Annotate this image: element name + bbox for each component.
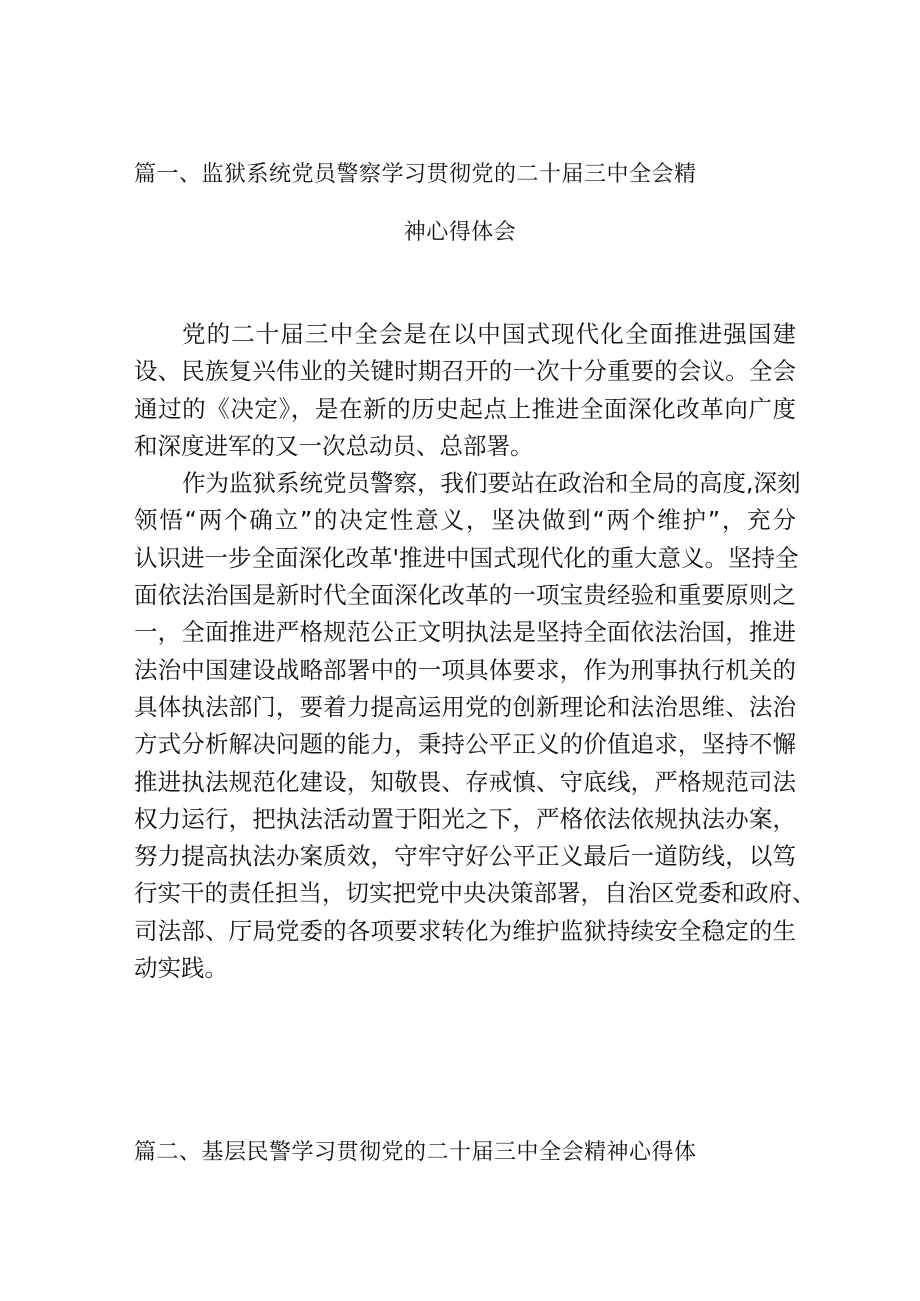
text-line: 行实干的责任担当，切实把党中央决策部署，自治区党委和政府、	[134, 879, 816, 908]
text-line: 一，全面推进严格规范公正文明执法是坚持全面依法治国，推进	[134, 618, 796, 647]
text-line: 司法部、厅局党委的各项要求转化为维护监狱持续安全稳定的生	[134, 916, 796, 945]
paragraph-2	[134, 465, 816, 987]
text-line: 具体执法部门，要着力提高运用党的创新理论和法治思维、法治	[134, 692, 796, 721]
section1-title-line1: 篇一、监狱系统党员警察学习贯彻党的二十届三中全会精	[134, 162, 697, 187]
text-line: 权力运行，把执法活动置于阳光之下，严格依法依规执法办案，	[134, 804, 796, 833]
text-line: 面依法治国是新时代全面深化改革的一项宝贵经验和重要原则之	[134, 581, 796, 610]
text-line: 通过的《决定》，是在新的历史起点上推进全面深化改革向广度	[134, 394, 796, 423]
text-line: 党的二十届三中全会是在以中国式现代化全面推进强国建	[182, 320, 796, 348]
text-line: 努力提高执法办案质效，守牢守好公平正义最后一道防线，以笃	[134, 842, 796, 871]
section1-title-line2: 神心得体会	[403, 220, 517, 245]
text-line: 法治中国建设战略部署中的一项具体要求，作为刑事执行机关的	[134, 655, 796, 684]
text-line: 推进执法规范化建设，知敬畏、存戒慎、守底线，严格规范司法	[134, 767, 796, 796]
section2-title: 篇二、基层民警学习贯彻党的二十届三中全会精神心得体	[134, 1140, 697, 1165]
text-line: 领悟“两个确立”的决定性意义，坚决做到“两个维护”，充分	[134, 506, 796, 535]
paragraph-1	[134, 316, 796, 465]
text-line: 和深度进军的又一次总动员、总部署。	[134, 431, 534, 460]
text-line: 方式分析解决问题的能力，秉持公平正义的价值追求，坚持不懈	[134, 730, 796, 759]
text-line: 动实践。	[134, 954, 228, 983]
text-line: 作为监狱系统党员警察，我们要站在政治和全局的高度,深刻	[182, 469, 801, 498]
section1-body	[134, 316, 816, 987]
text-line: 设、民族复兴伟业的关键时期召开的一次十分重要的会议。全会	[134, 357, 796, 386]
text-line: 认识进一步全面深化改革'推进中国式现代化的重大意义。坚持全	[134, 543, 799, 572]
